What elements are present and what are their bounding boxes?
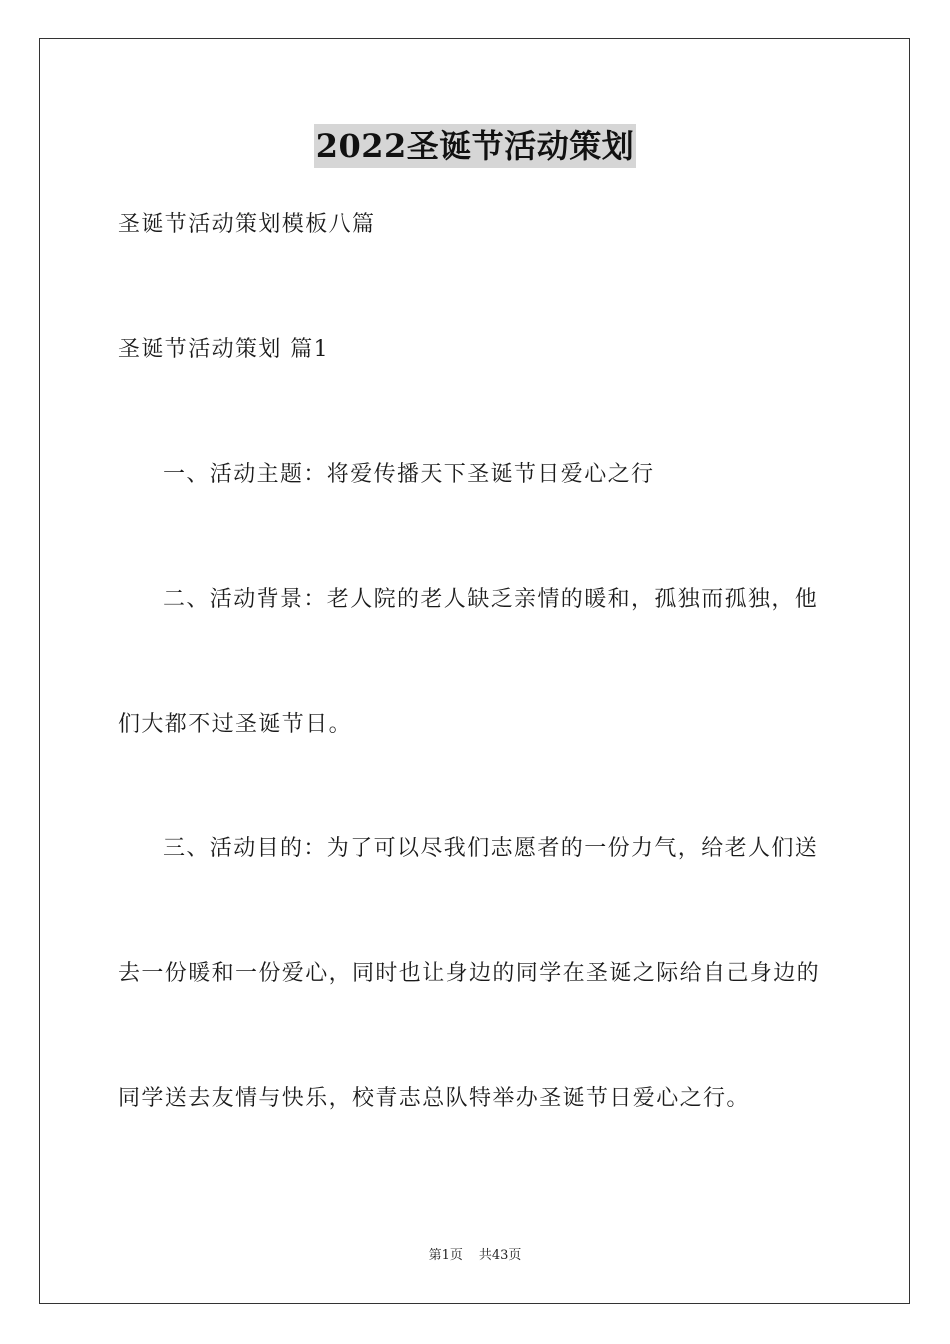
section-heading: 圣诞节活动策划 篇1 bbox=[118, 337, 329, 362]
page-number: 第1页 bbox=[428, 1248, 463, 1263]
paragraph-line: 们大都不过圣诞节日。 bbox=[118, 712, 353, 737]
title-wrap bbox=[0, 124, 950, 168]
paragraph-line: 去一份暖和一份爱心，同时也让身边的同学在圣诞之际给自己身边的 bbox=[118, 961, 821, 986]
paragraph-line: 一、活动主题：将爱传播天下圣诞节日爱心之行 bbox=[163, 462, 655, 487]
paragraph-line: 二、活动背景：老人院的老人缺乏亲情的暖和，孤独而孤独，他 bbox=[163, 587, 819, 612]
page-footer bbox=[0, 1247, 950, 1265]
document-title: 2022圣诞节活动策划 bbox=[314, 124, 637, 168]
page-total: 共43页 bbox=[478, 1248, 522, 1263]
subtitle-line: 圣诞节活动策划模板八篇 bbox=[118, 212, 376, 237]
paragraph-line: 三、活动目的：为了可以尽我们志愿者的一份力气，给老人们送 bbox=[163, 836, 819, 861]
paragraph-line: 同学送去友情与快乐，校青志总队特举办圣诞节日爱心之行。 bbox=[118, 1086, 750, 1111]
